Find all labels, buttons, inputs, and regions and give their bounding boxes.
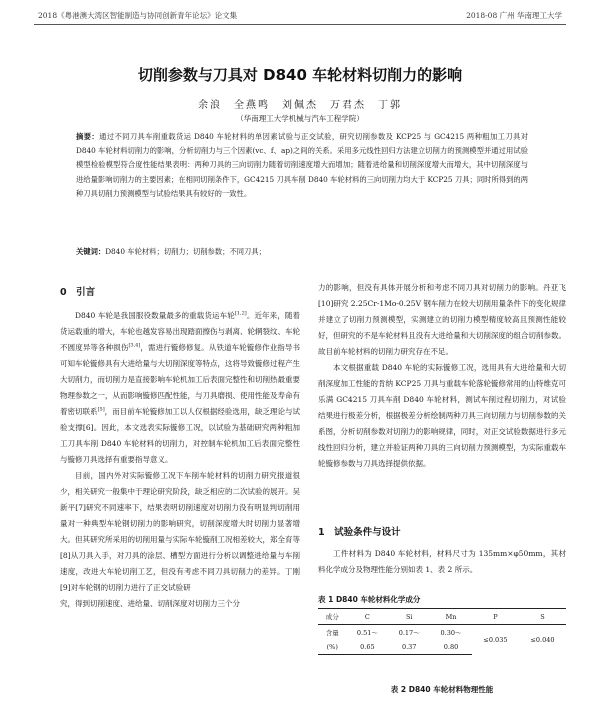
abstract-text: 通过不同刀具车削重载货运 D840 车轮材料的单因素试验与正交试验，研究切削参数及 KCP25 与 GC4215 两种粗加工刀具对 D840 车轮材料切削力的影响，分析切削力与三个因素(vc、f、ap)之间的关系。采用多元线性回归方法建立切削力的预测模型并通过用试验模型检验模型符合度性能结果表明：两种刀具的三向切削力随着切削速度增大而增加；随着进给量和切削深度增大而增大，其中切削深度与进给量影响切削力的主要因素；在相同切削条件下，GC4215 刀具车削 D840 车轮材料的三向切削力均大于 KCP25 刀具；同时所得到的两种刀具切削力预测模型与试验结果具有较好的一致性。 bbox=[76, 132, 529, 198]
table-1 bbox=[318, 608, 566, 655]
left-column bbox=[60, 308, 300, 612]
ref-1-2: [1,2] bbox=[234, 310, 247, 317]
paper-title: 切削参数与刀具对 D840 车轮材料切削力的影响 bbox=[137, 66, 463, 84]
intro-paragraph-2: 目前，国内外对实际镟修工况下车削车轮材料的切削力研究报道很少，相关研究一般集中于理论研究阶段，缺乏相应的二次试验的展开。吴新平[7]研究不同速率下，结果表明切削速度对切削力没有明显判切削用量对一种典型车轮钢切削力的影响研究，切削深度增大时切削力显著增大。但其研究所采用的切削用量与实际车轮镟削工况相差较大，郑全育等[8]从刀具入手，对刀具的涂层、槽型方面进行分析以调整进给量与车削速度，改进大车轮切削工艺，但没有考虑不同刀具切削力的差异。丁刚[9]对车轮钢的切削力进行了正交试验研 bbox=[60, 471, 300, 592]
table-1-header-cell: Si bbox=[388, 609, 430, 625]
intro-paragraph-1: D840 车轮是我国服役数量最多的重载货运车轮[1,2]。近年来，随着货运载重的增大，车轮也越发容易出现踏面擦伤与剥离、轮辋裂纹、车轮不圆度异等各种损伤[3,4]，需进行镟修修复。从铁道车轮镟修作业指导书可知车轮镟修具有大进给量与大切削深度等特点，这将导致镟修过程产生大切削力，而切削力是直接影响车轮机加工后表面完整性和切削热最重要物理参数之一，从而影响镟修匹配性能，与刀具磨损、使用性能及寿命有着密切联系[5]，而目前车轮镟修加工以人仅根据经验选用，缺乏理论与试验支撑[6]。因此，本文选表实际镟修工况，以试验为基础研究两种粗加工刀具车削 D840 车轮材料的切削力，对控制车轮机加工后表面完整性与镟修刀具选择有重要指导意义。 bbox=[60, 310, 301, 464]
table-1-caption: 表 1 D840 车轮材料化学成分 bbox=[318, 595, 421, 604]
author-list: 余浪 全燕鸣 刘佩杰 万君杰 丁郭 bbox=[198, 100, 402, 111]
table-1-row bbox=[318, 625, 566, 641]
table-1-header-row bbox=[318, 609, 566, 625]
table-1-cell: (%) bbox=[318, 640, 346, 655]
table-1-cell: 0.17～ bbox=[398, 629, 420, 637]
affiliation: （华南理工大学机械与汽车工程学院） bbox=[236, 114, 364, 123]
right-column bbox=[318, 280, 566, 472]
section-1-heading: 1 试验条件与设计 bbox=[318, 527, 401, 538]
table-1-cell: ≤0.040 bbox=[530, 635, 555, 644]
ref-5: [5] bbox=[97, 406, 105, 413]
ref-3-4: [3,4] bbox=[128, 342, 141, 349]
table-1-cell: 0.80 bbox=[430, 640, 472, 655]
materials-paragraph: 工件材料为 D840 车轮材料，材料尺寸为 135mm×φ50mm，其材料化学成分及物理性能分别如表 1、表 2 所示。 bbox=[318, 549, 566, 574]
table-1-cell: 0.37 bbox=[388, 640, 430, 655]
table-1-header-cell: S bbox=[519, 609, 566, 625]
keywords-label: 关键词： bbox=[76, 247, 106, 256]
intro-paragraph-3: 力的影响，但没有具体开展分析和考虑不同刀具对切削力的影响。丹亚飞[10]研究 2.25Cr-1Mo-0.25V 钢车削力在较大切削用量条件下的变化规律并建立了切削力预测模型，实测建立的切削力模型精度较高且预测性能较好，但研究的不是车轮材料且没有大进给量和大切削深度的组合切削参数。故目前车轮材料的切削力研究存在不足。 bbox=[318, 283, 566, 356]
table-2-caption: 表 2 D840 车轮材料物理性能 bbox=[390, 685, 494, 694]
table-1-cell: 0.51～ bbox=[356, 629, 378, 637]
intro-paragraph-2-end: 究，得到切削速度、进给量、切削深度对切削力三个分 bbox=[60, 599, 240, 608]
table-1-cell: 0.30～ bbox=[440, 629, 462, 637]
running-header-right: 2018-08 广州 华南理工大学 bbox=[466, 11, 562, 20]
table-1-header-cell: P bbox=[472, 609, 519, 625]
keywords-text: D840 车轮材料；切削力；切削参数；不同刀具； bbox=[105, 247, 266, 256]
section-1-body bbox=[318, 546, 566, 578]
running-header-left: 2018《粤港澳大湾区智能制造与协同创新青年论坛》论文集 bbox=[38, 11, 238, 20]
table-1-cell: 含量 bbox=[325, 629, 339, 637]
table-1-header-cell: 成分 bbox=[318, 609, 346, 625]
section-0-heading: 0 引言 bbox=[60, 287, 96, 298]
keywords bbox=[76, 246, 528, 258]
running-header bbox=[38, 10, 562, 22]
table-1-cell: 0.65 bbox=[346, 640, 388, 655]
table-1-cell: ≤0.035 bbox=[483, 635, 508, 644]
intro-paragraph-4: 本文根据重载 D840 车轮的实际镟修工况，选用具有大进给量和大切削深度加工性能的肯纳 KCP25 刀具与重载车轮落轮镟修常用的山特维克可乐满 GC4215 刀具车削 D840 车轮材料，测试车削过程切削力，对试验结果进行极差分析，根据极差分析绘制两种刀具三向切削力与切削参数的关系图，分析切削参数对切削力的影响规律，同时，对正交试验数据进行多元线性回归分析，建立并验证两种刀具的三向切削力预测模型，为实际重载车轮镟修参数与刀具选择提供依据。 bbox=[318, 363, 566, 468]
abstract bbox=[76, 130, 528, 201]
abstract-label: 摘要： bbox=[76, 132, 100, 141]
table-1-header-cell: C bbox=[346, 609, 388, 625]
header-rule bbox=[34, 24, 566, 25]
table-1-header-cell: Mn bbox=[430, 609, 472, 625]
